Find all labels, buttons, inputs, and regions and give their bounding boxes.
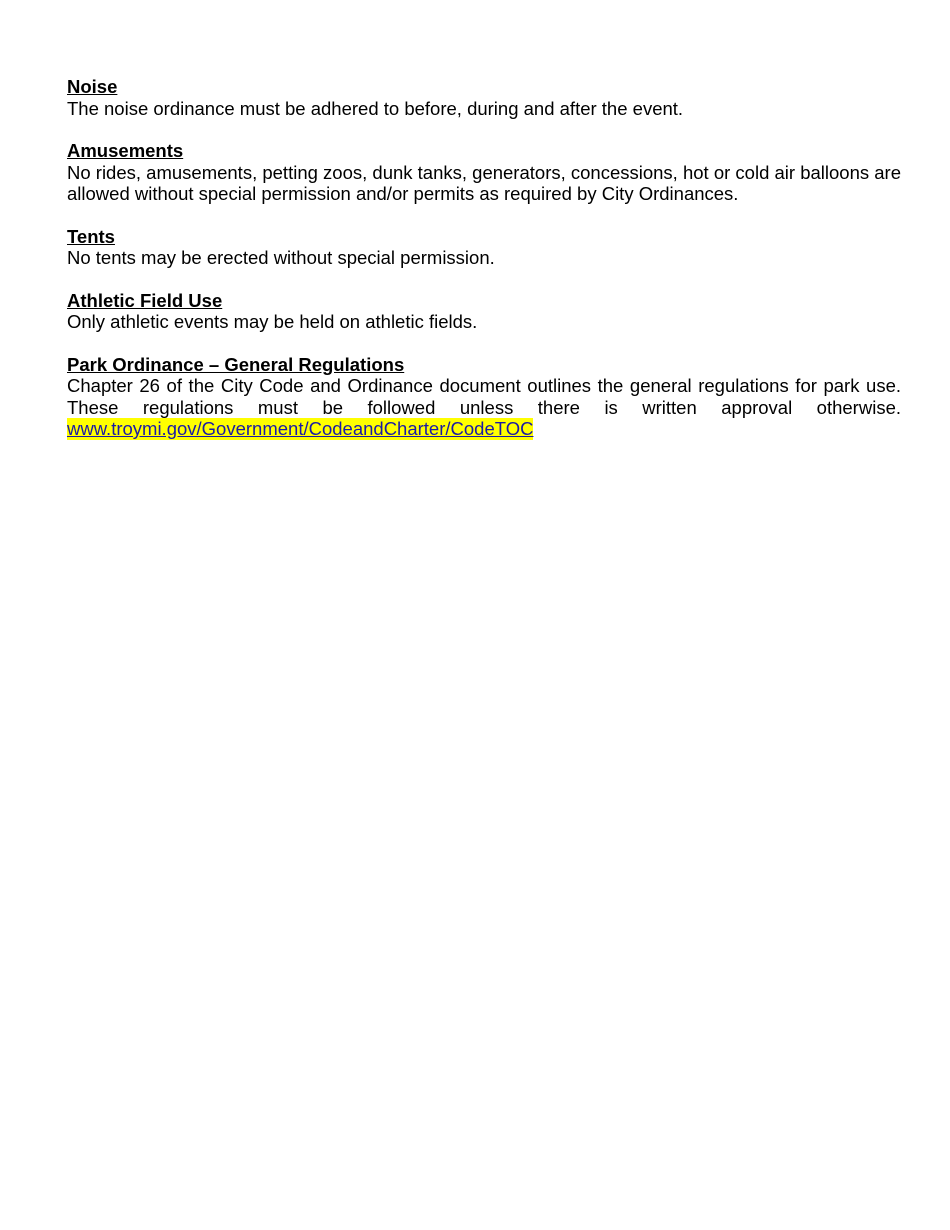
section-text: The noise ordinance must be adhered to before, during and after the event. xyxy=(67,97,684,119)
section-text: Chapter 26 of the City Code and Ordinance document outlines the general regulations for park use. These regulations must be followed unless there is written approval otherwise. xyxy=(67,375,901,418)
section-noise xyxy=(67,76,901,119)
section-tents xyxy=(67,226,901,269)
section-heading: Park Ordinance – General Regulations xyxy=(67,353,405,375)
section-heading: Amusements xyxy=(67,140,184,161)
code-toc-link[interactable]: www.troymi.gov/Government/CodeandCharter/CodeTOC xyxy=(67,418,534,439)
section-heading: Tents xyxy=(67,225,115,247)
section-athletic-field-use xyxy=(67,290,901,333)
document-page xyxy=(67,76,901,461)
section-heading: Athletic Field Use xyxy=(67,289,223,311)
section-heading: Noise xyxy=(67,76,118,97)
section-text: No rides, amusements, petting zoos, dunk tanks, generators, concessions, hot or cold air balloons are allowed without special permission and/or permits as required by City Ordinances. xyxy=(67,161,901,204)
section-text: Only athletic events may be held on athletic fields. xyxy=(67,311,478,332)
section-park-ordinance xyxy=(67,354,901,441)
section-amusements xyxy=(67,140,901,205)
section-text: No tents may be erected without special permission. xyxy=(67,247,495,268)
